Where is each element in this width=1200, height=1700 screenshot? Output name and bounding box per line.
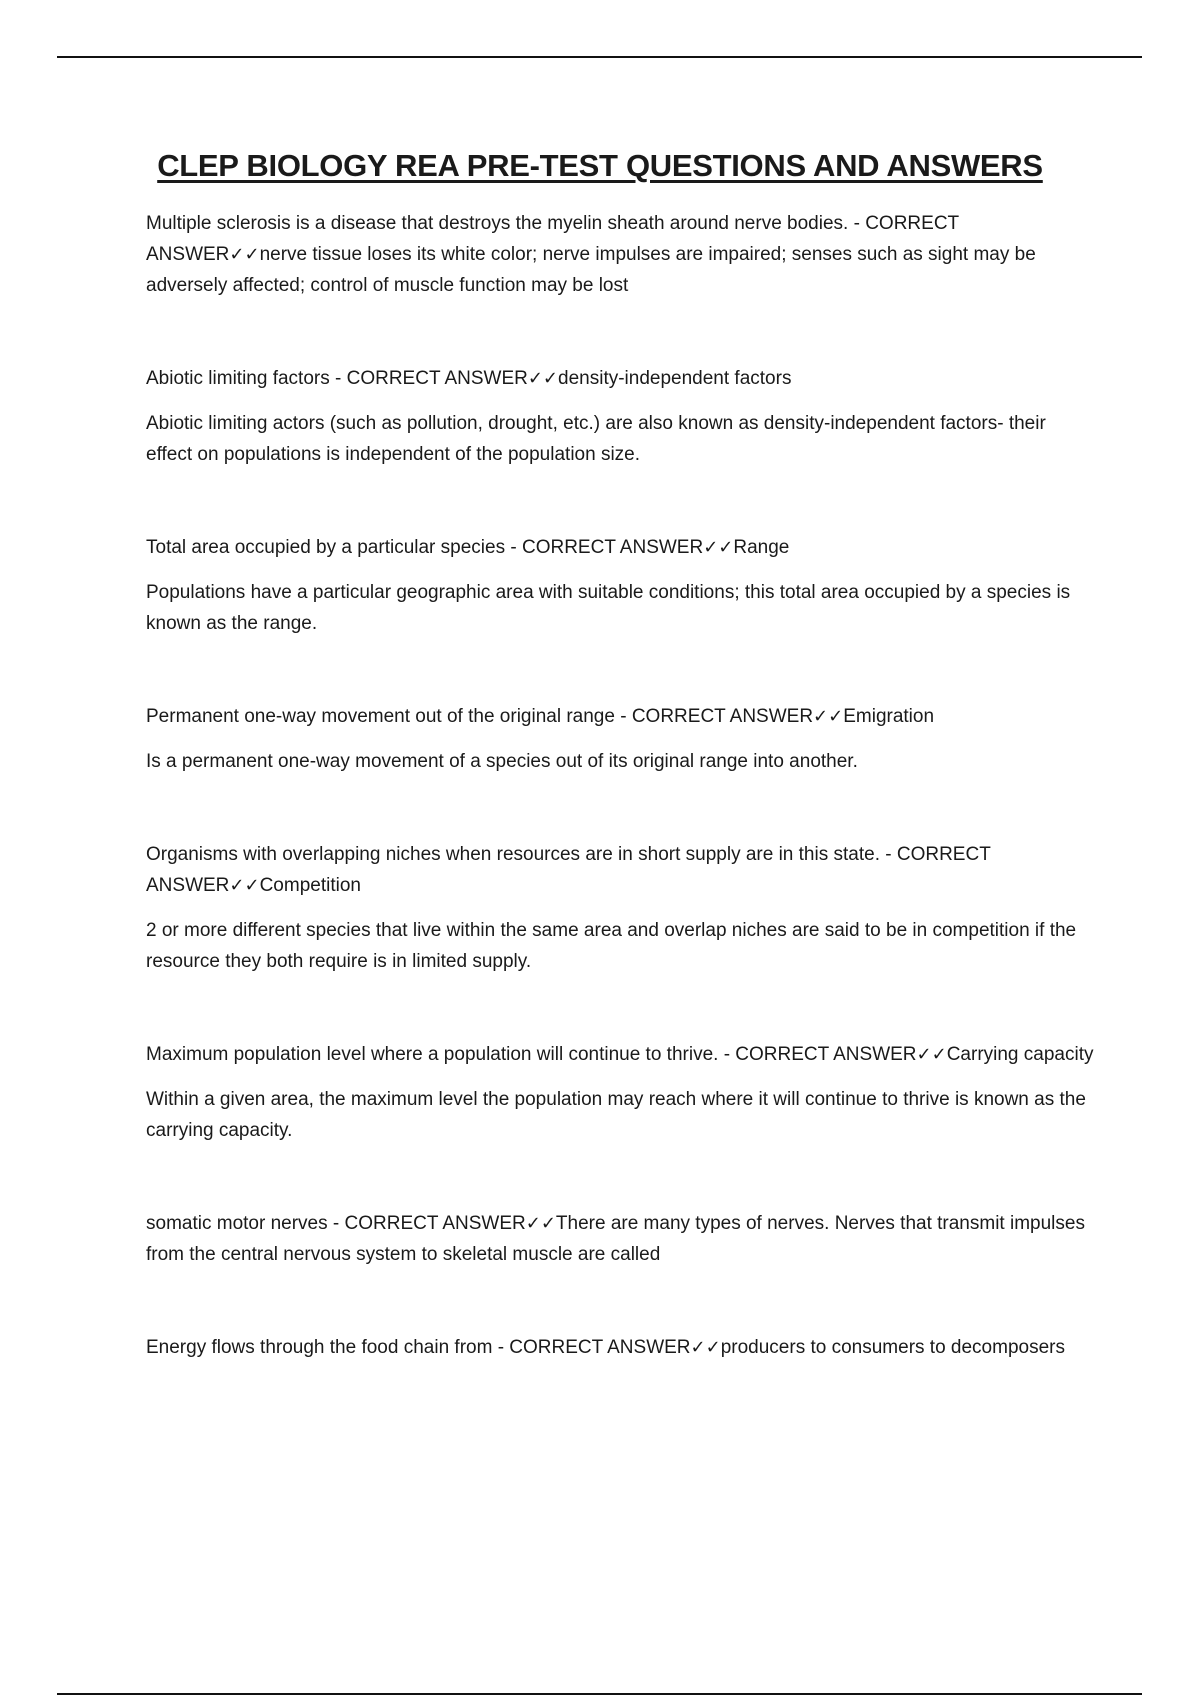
qa-line [146, 1332, 1096, 1363]
answer-text: Range [733, 537, 790, 558]
qa-line [146, 363, 1096, 394]
correct-answer-marker: - CORRECT ANSWER [718, 1044, 917, 1065]
qa-line [146, 1208, 1096, 1270]
qa-entry [146, 701, 1096, 777]
double-check-icon: ✓✓ [229, 875, 260, 896]
question-text: Organisms with overlapping niches when resources are in short supply are in this state. [146, 844, 880, 865]
qa-entry [146, 532, 1096, 639]
question-text: Energy flows through the food chain from [146, 1337, 493, 1358]
double-check-icon: ✓✓ [813, 706, 844, 727]
question-text: Multiple sclerosis is a disease that destroys the myelin sheath around nerve bodies. [146, 213, 849, 234]
correct-answer-marker: - CORRECT ANSWER [146, 213, 959, 265]
qa-line [146, 1039, 1096, 1070]
qa-line [146, 839, 1096, 901]
top-rule [57, 56, 1142, 58]
qa-entry [146, 839, 1096, 977]
answer-text: density-independent factors [558, 368, 792, 389]
qa-entry [146, 1039, 1096, 1146]
double-check-icon: ✓✓ [916, 1044, 947, 1065]
answer-text: There are many types of nerves. Nerves that transmit impulses from the central nervous system to skeletal muscle are called [146, 1213, 1085, 1265]
correct-answer-marker: - CORRECT ANSWER [329, 368, 528, 389]
double-check-icon: ✓✓ [690, 1337, 721, 1358]
page-title: CLEP BIOLOGY REA PRE-TEST QUESTIONS AND ANSWERS [157, 148, 1043, 183]
correct-answer-marker: - CORRECT ANSWER [505, 537, 704, 558]
qa-list [146, 208, 1096, 1425]
correct-answer-marker: - CORRECT ANSWER [146, 844, 991, 896]
qa-entry [146, 363, 1096, 470]
bottom-rule [57, 1693, 1142, 1695]
explanation-text: Abiotic limiting actors (such as pollution, drought, etc.) are also known as density-independent factors- their effect on populations is independent of the population size. [146, 413, 1046, 465]
double-check-icon: ✓✓ [703, 537, 734, 558]
answer-text: nerve tissue loses its white color; nerve impulses are impaired; senses such as sight may be adversely affected; control of muscle function may be lost [146, 244, 1036, 296]
question-text: Maximum population level where a population will continue to thrive. [146, 1044, 719, 1065]
double-check-icon: ✓✓ [525, 1213, 556, 1234]
qa-line [146, 701, 1096, 732]
question-text: somatic motor nerves [146, 1213, 328, 1234]
qa-entry [146, 1208, 1096, 1270]
explanation-text: 2 or more different species that live within the same area and overlap niches are said to be in competition if the resource they both require is in limited supply. [146, 920, 1077, 972]
explanation-text: Populations have a particular geographic area with suitable conditions; this total area occupied by a species is known as the range. [146, 582, 1071, 634]
correct-answer-marker: - CORRECT ANSWER [492, 1337, 691, 1358]
explanation-text: Within a given area, the maximum level the population may reach where it will continue to thrive is known as the carrying capacity. [146, 1089, 1086, 1141]
question-text: Total area occupied by a particular species [146, 537, 506, 558]
answer-text: Carrying capacity [946, 1044, 1094, 1065]
answer-text: producers to consumers to decomposers [720, 1337, 1065, 1358]
answer-text: Emigration [843, 706, 935, 727]
correct-answer-marker: - CORRECT ANSWER [614, 706, 814, 727]
double-check-icon: ✓✓ [229, 244, 260, 265]
double-check-icon: ✓✓ [527, 368, 559, 389]
qa-entry [146, 208, 1096, 301]
qa-line [146, 532, 1096, 563]
qa-entry [146, 1332, 1096, 1363]
question-text: Abiotic limiting factors [146, 368, 330, 389]
explanation-text: Is a permanent one-way movement of a species out of its original range into another. [146, 751, 858, 772]
qa-line [146, 208, 1096, 301]
answer-text: Competition [259, 875, 361, 896]
correct-answer-marker: - CORRECT ANSWER [327, 1213, 526, 1234]
question-text: Permanent one-way movement out of the original range [146, 706, 615, 727]
